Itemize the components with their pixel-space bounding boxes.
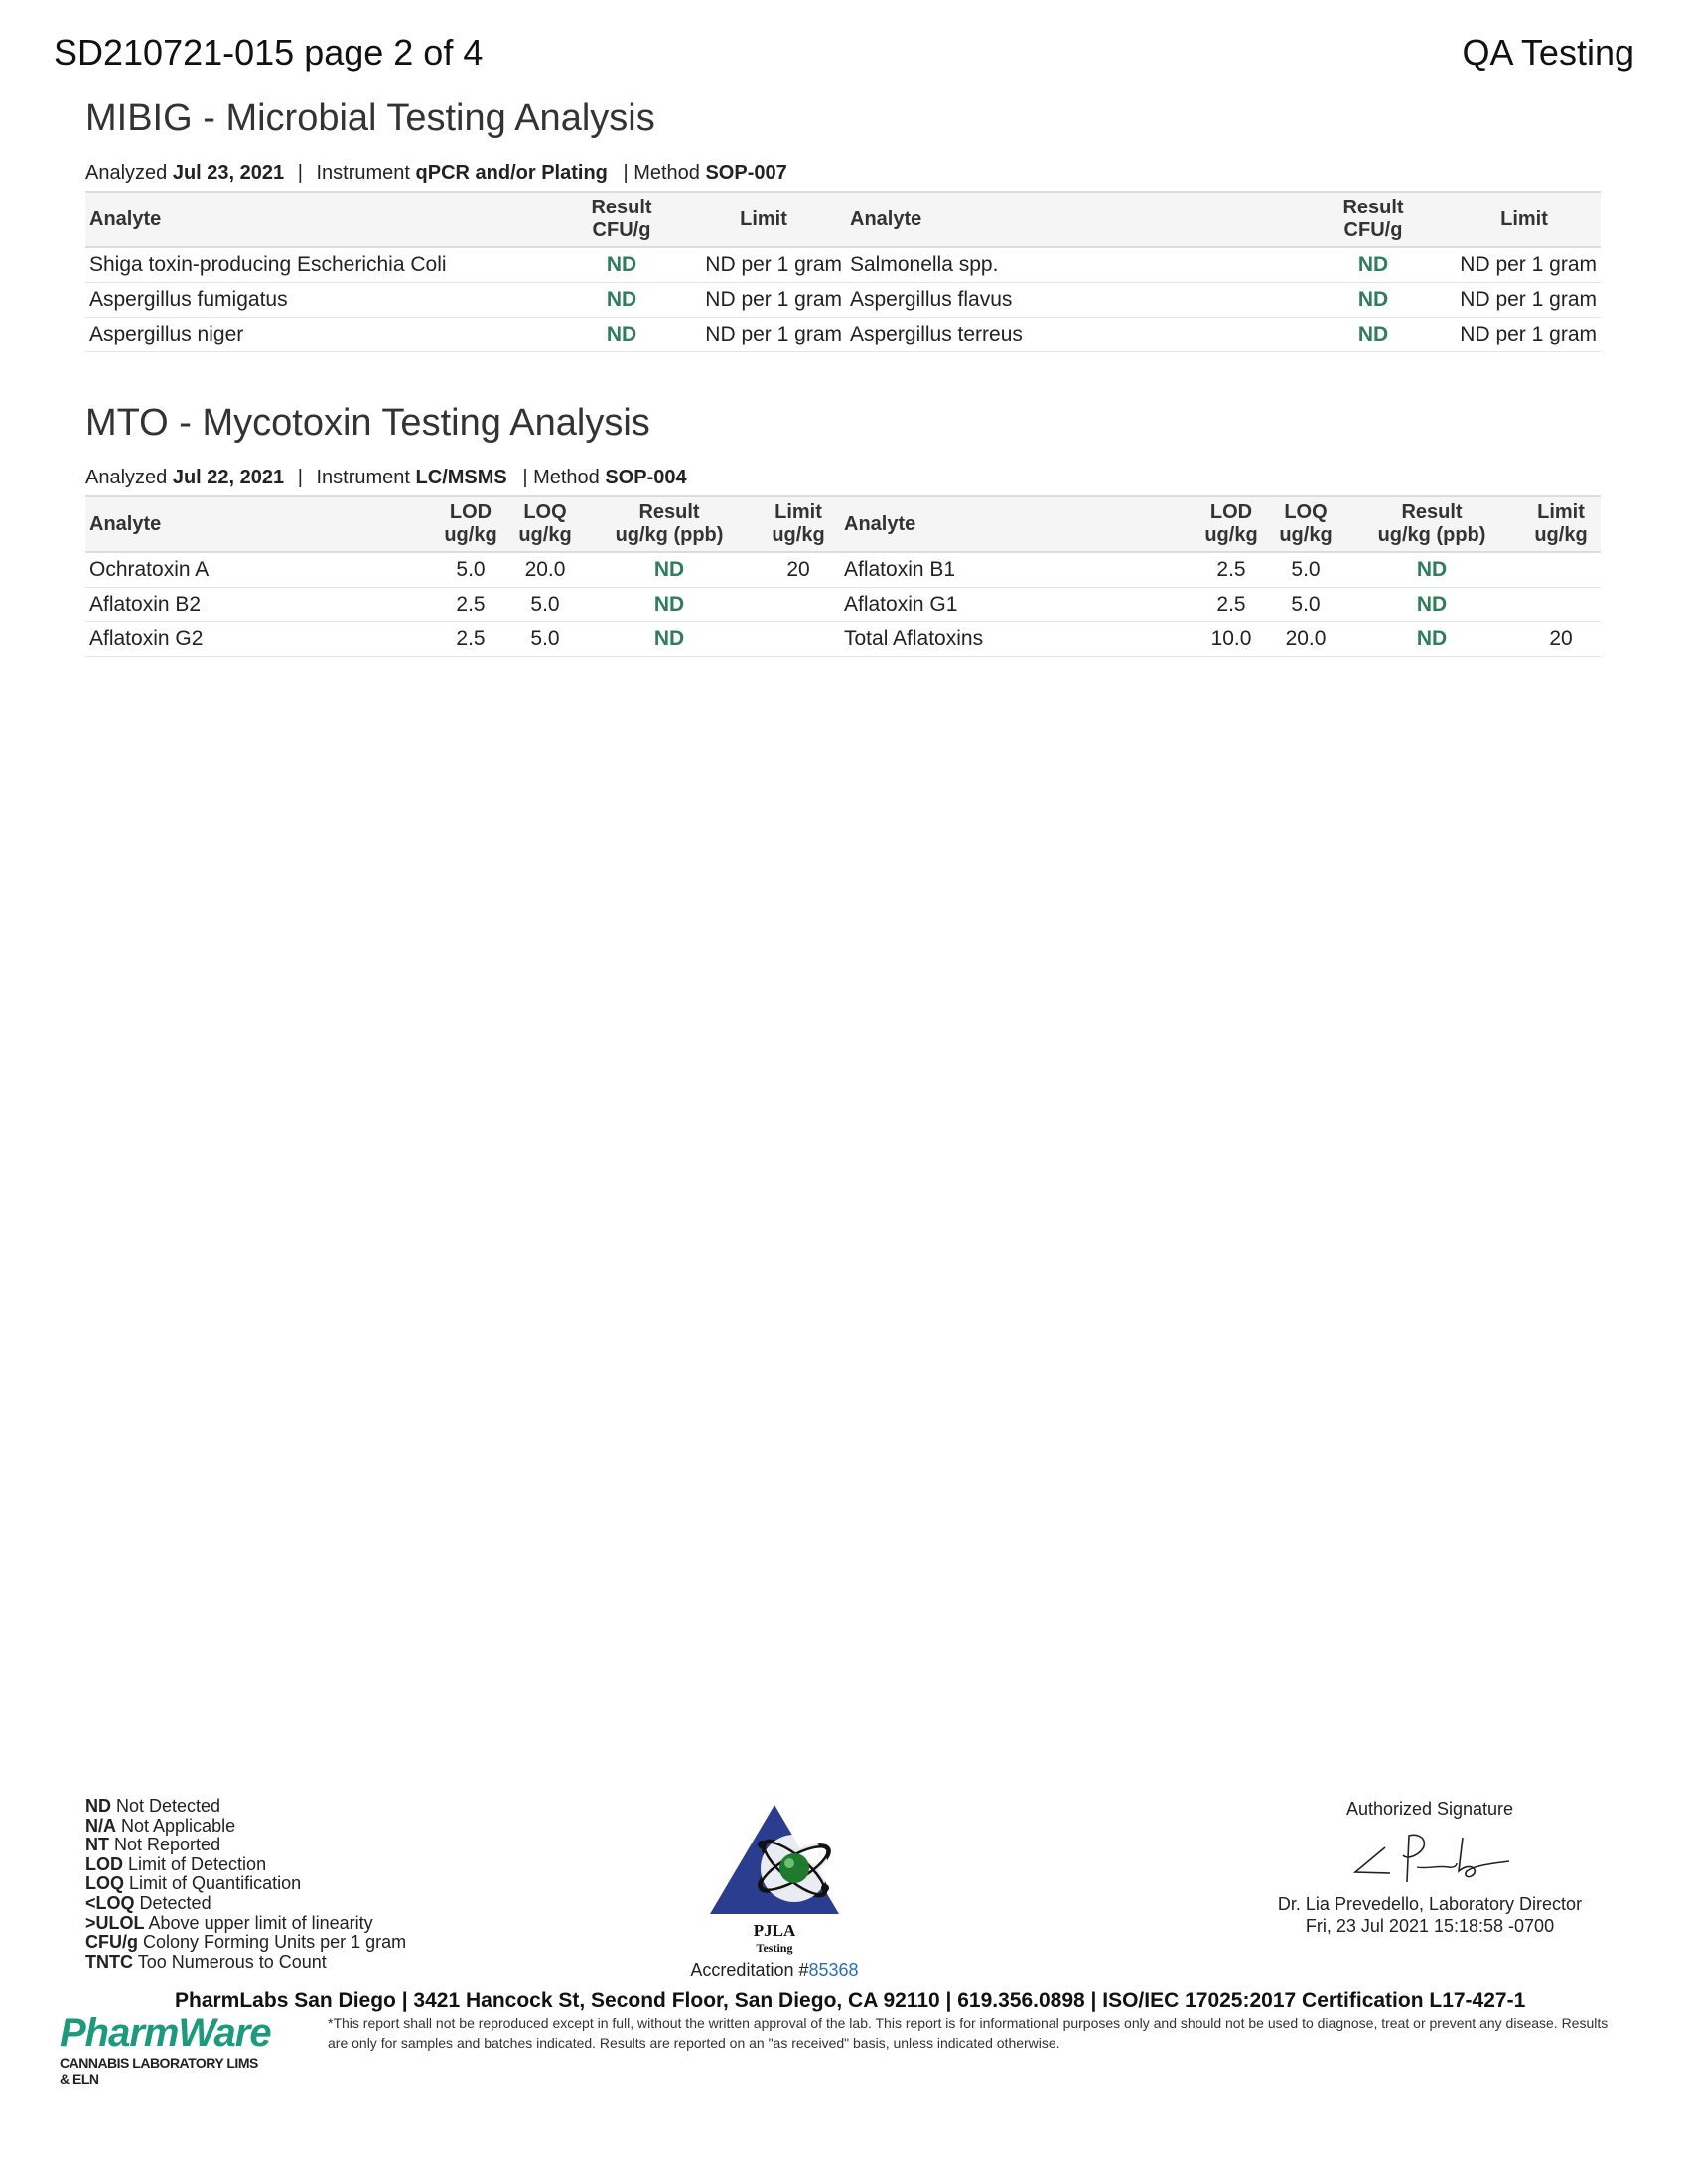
svg-text:PJLA: PJLA: [753, 1921, 796, 1940]
table-row: [85, 318, 1601, 352]
table-row: [85, 283, 1601, 318]
limit-value: 20: [1521, 622, 1601, 657]
result-value: ND: [1299, 318, 1448, 352]
qa-testing-label: QA Testing: [1462, 32, 1634, 72]
handwritten-signature: [1345, 1828, 1514, 1887]
table-row: [85, 588, 1601, 622]
analyte-name: Aflatoxin G1: [840, 588, 1194, 622]
signature-date: Fri, 23 Jul 2021 15:18:58 -0700: [1305, 1916, 1555, 1936]
analyte-name: Aspergillus niger: [85, 318, 562, 352]
svg-text:Testing: Testing: [756, 1941, 793, 1955]
result-value: ND: [1342, 552, 1521, 588]
legend-item: CFU/g Colony Forming Units per 1 gram: [85, 1932, 407, 1953]
result-value: ND: [582, 622, 757, 657]
limit-value: ND per 1 gram: [681, 247, 846, 283]
col-lod: LOD ug/kg: [1194, 496, 1269, 552]
method-value: SOP-007: [705, 162, 787, 184]
lod-value: 2.5: [1194, 552, 1269, 588]
limit-value: 20: [757, 552, 840, 588]
analyzed-label: Analyzed: [85, 162, 168, 184]
col-analyte: Analyte: [840, 496, 1194, 552]
col-loq: LOQ ug/kg: [1269, 496, 1342, 552]
table-row: [85, 552, 1601, 588]
result-value: ND: [1342, 622, 1521, 657]
method-value: SOP-004: [605, 467, 687, 488]
logo-wordmark: PharmWare: [60, 2011, 271, 2055]
lod-value: 2.5: [433, 622, 508, 657]
mycotoxin-meta: Analyzed Jul 22, 2021 | Instrument LC/MSMS | Method SOP-004: [85, 467, 687, 488]
col-analyte: Analyte: [85, 192, 562, 247]
instrument-value: LC/MSMS: [415, 467, 507, 488]
analyte-name: Total Aflatoxins: [840, 622, 1194, 657]
limit-value: ND per 1 gram: [1448, 318, 1601, 352]
result-value: ND: [1299, 283, 1448, 318]
pjla-logo-icon: [700, 1797, 849, 1956]
loq-value: 5.0: [508, 622, 582, 657]
analyte-name: Aspergillus flavus: [846, 283, 1299, 318]
lod-value: 2.5: [1194, 588, 1269, 622]
result-value: ND: [582, 588, 757, 622]
accreditation-text: Accreditation #85368: [690, 1960, 859, 1979]
loq-value: 5.0: [1269, 552, 1342, 588]
analyzed-label: Analyzed: [85, 467, 168, 488]
instrument-value: qPCR and/or Plating: [415, 162, 608, 184]
col-analyte: Analyte: [846, 192, 1299, 247]
page-id: SD210721-015 page 2 of 4: [54, 32, 484, 72]
limit-value: ND per 1 gram: [681, 283, 846, 318]
analyte-name: Aflatoxin G2: [85, 622, 433, 657]
result-value: ND: [1342, 588, 1521, 622]
microbial-title: MIBIG - Microbial Testing Analysis: [85, 97, 655, 139]
legend-item: LOD Limit of Detection: [85, 1853, 267, 1874]
analyzed-value: Jul 23, 2021: [172, 162, 285, 184]
col-result: Result CFU/g: [1299, 192, 1448, 247]
col-analyte: Analyte: [85, 496, 433, 552]
microbial-meta: Analyzed Jul 23, 2021 | Instrument qPCR and/or Plating | Method SOP-007: [85, 162, 787, 184]
col-limit: Limit ug/kg: [1521, 496, 1601, 552]
col-result: Result ug/kg (ppb): [1342, 496, 1521, 552]
col-loq: LOQ ug/kg: [508, 496, 582, 552]
mycotoxin-table: [85, 495, 1601, 657]
signature-label: Authorized Signature: [1345, 1799, 1514, 1819]
analyzed-value: Jul 22, 2021: [172, 467, 285, 488]
analyte-name: Aflatoxin B1: [840, 552, 1194, 588]
mycotoxin-section: [85, 402, 1601, 657]
col-result: Result ug/kg (ppb): [582, 496, 757, 552]
method-label: | Method: [522, 467, 600, 488]
legend-item: LOQ Limit of Quantification: [85, 1873, 302, 1894]
table-header-row: [85, 496, 1601, 552]
analyte-name: Ochratoxin A: [85, 552, 433, 588]
legend-item: <LOQ Detected: [85, 1892, 211, 1913]
result-value: ND: [562, 318, 681, 352]
abbreviation-legend: [85, 1797, 406, 1972]
microbial-section: [85, 97, 1601, 352]
limit-value: ND per 1 gram: [1448, 247, 1601, 283]
legend-item: TNTC Too Numerous to Count: [85, 1951, 327, 1972]
mycotoxin-title: MTO - Mycotoxin Testing Analysis: [85, 402, 650, 444]
limit-value: ND per 1 gram: [681, 318, 846, 352]
legend-item: >ULOL Above upper limit of linearity: [85, 1912, 373, 1933]
col-limit: Limit: [1448, 192, 1601, 247]
table-header-row: [85, 192, 1601, 247]
limit-value: [757, 588, 840, 622]
lod-value: 2.5: [433, 588, 508, 622]
loq-value: 20.0: [1269, 622, 1342, 657]
disclaimer-note: *This report shall not be reproduced except in full, without the written approval of the lab. This report is for informational purposes only and should not be used to diagnose, treat or prevent any disease. Results are only for samples and batches indicated. Results are reported on an "as received" basis, unless indicated otherwise.: [328, 2015, 1609, 2051]
analyte-name: Salmonella spp.: [846, 247, 1299, 283]
page-header: [54, 32, 1634, 81]
analyte-name: Aspergillus terreus: [846, 318, 1299, 352]
col-lod: LOD ug/kg: [433, 496, 508, 552]
limit-value: ND per 1 gram: [1448, 283, 1601, 318]
accreditation-number: 85368: [808, 1960, 859, 1979]
loq-value: 5.0: [508, 588, 582, 622]
result-value: ND: [562, 283, 681, 318]
lod-value: 5.0: [433, 552, 508, 588]
table-row: [85, 622, 1601, 657]
pharmware-logo: [60, 2011, 271, 2087]
legend-item: N/A Not Applicable: [85, 1815, 236, 1836]
legend-item: ND Not Detected: [85, 1796, 221, 1816]
loq-value: 20.0: [508, 552, 582, 588]
col-limit: Limit ug/kg: [757, 496, 840, 552]
signer-name: Dr. Lia Prevedello, Laboratory Director: [1277, 1894, 1583, 1914]
signature-block: [1251, 1799, 1609, 1937]
logo-subtitle: CANNABIS LABORATORY LIMS & ELN: [60, 2055, 258, 2087]
pjla-accreditation: [685, 1797, 864, 1980]
instrument-label: Instrument: [316, 162, 410, 184]
method-label: | Method: [623, 162, 700, 184]
microbial-table: [85, 191, 1601, 352]
result-value: ND: [1299, 247, 1448, 283]
col-limit: Limit: [681, 192, 846, 247]
limit-value: [1521, 588, 1601, 622]
limit-value: [1521, 552, 1601, 588]
result-value: ND: [562, 247, 681, 283]
result-value: ND: [582, 552, 757, 588]
loq-value: 5.0: [1269, 588, 1342, 622]
lod-value: 10.0: [1194, 622, 1269, 657]
legend-item: NT Not Reported: [85, 1835, 221, 1855]
analyte-name: Aspergillus fumigatus: [85, 283, 562, 318]
analyte-name: Aflatoxin B2: [85, 588, 433, 622]
analyte-name: Shiga toxin-producing Escherichia Coli: [85, 247, 562, 283]
instrument-label: Instrument: [316, 467, 410, 488]
table-row: [85, 247, 1601, 283]
limit-value: [757, 622, 840, 657]
lab-address: PharmLabs San Diego | 3421 Hancock St, Second Floor, San Diego, CA 92110 | 619.356.0898 | ISO/IEC 17025:2017 Certification L17-427-1: [175, 1989, 1526, 2012]
col-result: Result CFU/g: [562, 192, 681, 247]
